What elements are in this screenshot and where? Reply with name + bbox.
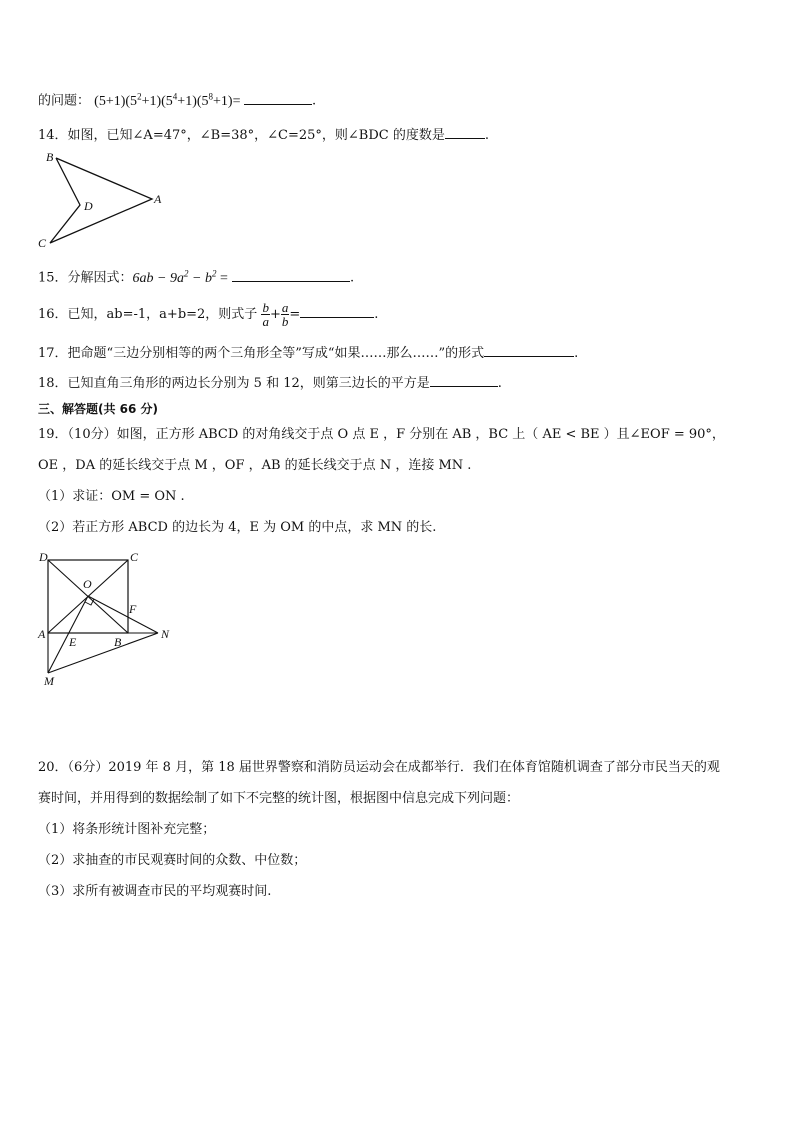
q19-label-o: O bbox=[83, 577, 92, 591]
q14-shape bbox=[50, 158, 152, 243]
q19-line-on bbox=[88, 596, 158, 633]
q19-line-om bbox=[48, 596, 88, 673]
q20-part3: （3）求所有被调查市民的平均观赛时间. bbox=[38, 884, 272, 899]
q19-label-f: F bbox=[129, 602, 137, 616]
q14-figure bbox=[36, 148, 166, 248]
q19-label-b: B bbox=[114, 635, 122, 649]
q19-line2: OE ，DA 的延长线交于点 M ，OF ，AB 的延长线交于点 N ，连接 MN . bbox=[38, 458, 472, 473]
q19-label-m: M bbox=[44, 674, 54, 688]
q13-answer-blank[interactable] bbox=[244, 90, 312, 105]
q18-text: 18．已知直角三角形的两边长分别为 5 和 12，则第三边长的平方是 . bbox=[38, 372, 502, 394]
q20-line2: 赛时间，并用得到的数据绘制了如下不完整的统计图，根据图中信息完成下列问题： bbox=[38, 791, 520, 806]
q13-prefix: 的问题： bbox=[38, 93, 91, 109]
q19-label-e: E bbox=[69, 635, 77, 649]
q19-line1: 19．（10分）如图，正方形 ABCD 的对角线交于点 O 点 E ，F 分别在 AB ，BC 上（ AE < BE ）且∠EOF = 90°， bbox=[38, 427, 725, 442]
q19-part1: （1）求证：OM = ON . bbox=[38, 489, 185, 504]
q14-label-c: C bbox=[38, 236, 47, 248]
q20-part1: （1）将条形统计图补充完整； bbox=[38, 822, 216, 837]
q19-label-c: C bbox=[130, 550, 139, 564]
q19-label-a: A bbox=[38, 627, 46, 641]
q13-tail: 的问题： $(5+1)(5^2+1)(5^4+1)(5^8+1)=$ . bbox=[38, 91, 317, 109]
q13-expression: $(5+1)(5^2+1)(5^4+1)(5^8+1)=$ bbox=[94, 91, 241, 109]
q15-answer-blank[interactable] bbox=[232, 267, 350, 282]
q19-figure bbox=[36, 548, 181, 688]
q19-part2: （2）若正方形 ABCD 的边长为 4，E 为 OM 的中点，求 MN 的长. bbox=[38, 520, 437, 535]
q17-answer-blank[interactable] bbox=[484, 342, 574, 357]
q15-text: 15．分解因式：$6ab - 9a^2 - b^2$ = . bbox=[38, 268, 355, 286]
q17-text: 17．把命题“三边分别相等的两个三角形全等”写成“如果……那么……”的形式 . bbox=[38, 342, 578, 364]
q16-fraction-1: $\frac{b}{a}$ bbox=[262, 300, 269, 329]
q14-text: 14．如图，已知∠A=47°，∠B=38°，∠C=25°，则∠BDC 的度数是 . bbox=[38, 124, 489, 146]
section-3-title: 三、解答题(共 66 分) bbox=[38, 402, 159, 416]
q20-part2: （2）求抽查的市民观赛时间的众数、中位数； bbox=[38, 853, 307, 868]
q14-answer-blank[interactable] bbox=[445, 124, 485, 139]
q14-label-b: B bbox=[46, 150, 54, 164]
q16-fraction-2: $\frac{a}{b}$ bbox=[281, 300, 289, 329]
q19-label-n: N bbox=[161, 627, 170, 641]
q18-answer-blank[interactable] bbox=[430, 372, 498, 387]
q20-line1: 20．（6分）2019 年 8 月，第 18 届世界警察和消防员运动会在成都举行．我们在体育馆随机调查了部分市民当天的观 bbox=[38, 760, 720, 775]
q14-label-a: A bbox=[154, 192, 162, 206]
q16-text: 16．已知，ab=-1，a+b=2，则式子 $\frac{b}{a}$ + $\frac{a}{b}$ = . bbox=[38, 300, 379, 329]
q14-question: 14．如图，已知∠A=47°，∠B=38°，∠C=25°，则∠BDC 的度数是 bbox=[38, 128, 445, 143]
q14-label-d: D bbox=[84, 199, 93, 213]
q16-answer-blank[interactable] bbox=[300, 303, 374, 318]
q19-label-d: D bbox=[39, 550, 48, 564]
q19-line-mn bbox=[48, 633, 158, 673]
q15-expression: $6ab - 9a^2 - b^2$ = bbox=[132, 268, 228, 286]
